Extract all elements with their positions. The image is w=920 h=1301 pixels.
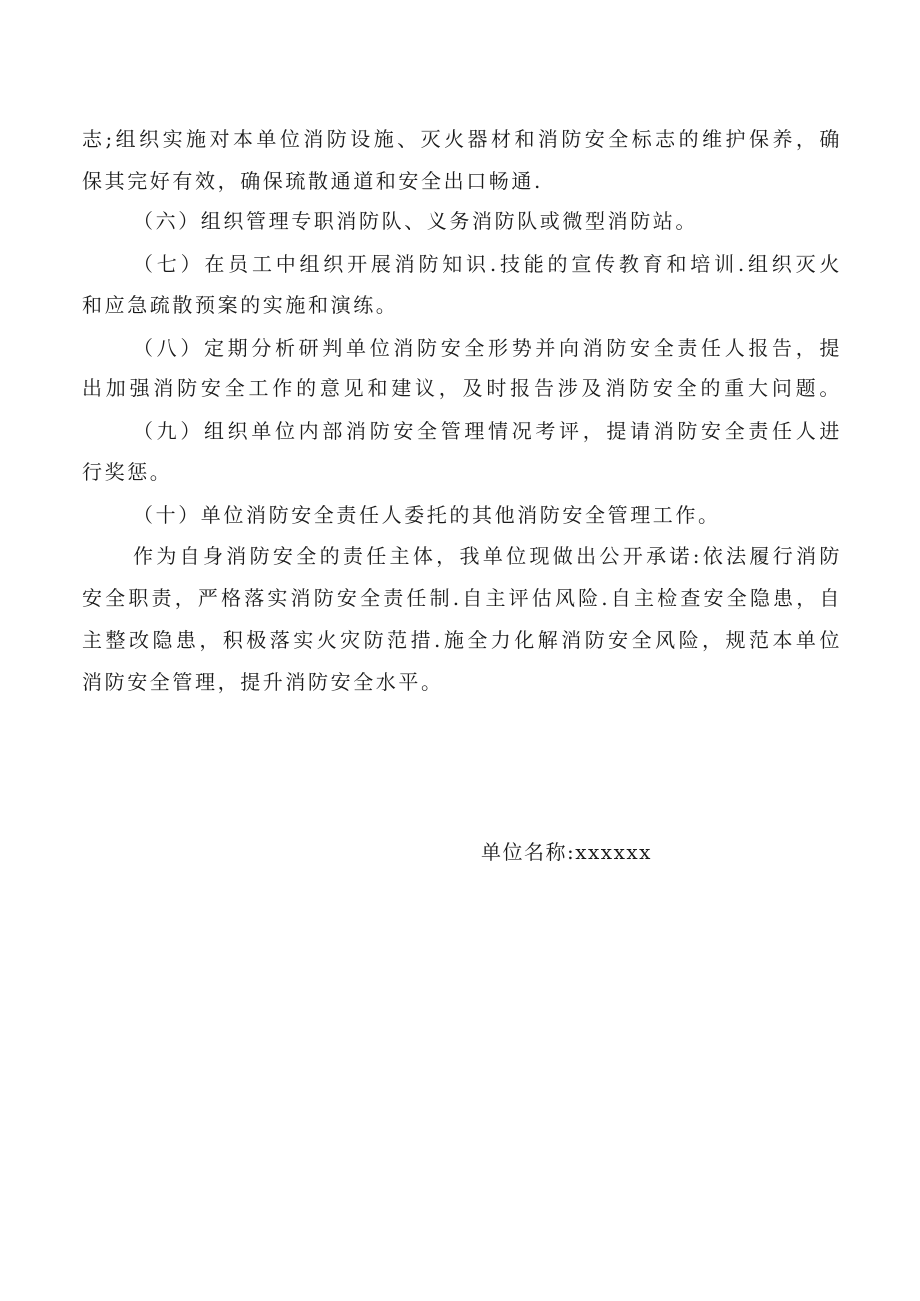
item-six-line: （六）组织管理专职消防队、义务消防队或微型消防站。 [133, 209, 698, 233]
commitment-line-2: 安全职责，严格落实消防安全责任制.自主评估风险.自主检查安全隐患，自 [82, 586, 842, 610]
commitment-line-3: 主整改隐患，积极落实火灾防范措.施全力化解消防安全风险，规范本单位 [82, 628, 842, 652]
item-seven-line-2: 和应急疏散预案的实施和演练。 [82, 293, 399, 317]
item-ten-line: （十）单位消防安全责任人委托的其他消防安全管理工作。 [133, 503, 721, 527]
item-seven-line-1: （七）在员工中组织开展消防知识.技能的宣传教育和培训.组织灭火 [133, 252, 842, 276]
commitment-line-4: 消防安全管理，提升消防安全水平。 [82, 670, 444, 694]
paragraph-line-1: 志;组织实施对本单位消防设施、灭火器材和消防安全标志的维护保养，确 [82, 127, 842, 151]
paragraph-line-2: 保其完好有效，确保琉散通道和安全出口畅通. [82, 169, 543, 193]
item-eight-line-1: （八）定期分析研判单位消防安全形势并向消防安全责任人报告，提 [133, 336, 842, 360]
unit-name-signature: 单位名称:xxxxxx [481, 840, 652, 864]
item-nine-line-1: （九）组织单位内部消防安全管理情况考评，提请消防安全责任人进 [133, 419, 842, 443]
item-eight-line-2: 出加强消防安全工作的意见和建议，及时报告涉及消防安全的重大问题。 [82, 376, 842, 400]
commitment-line-1: 作为自身消防安全的责任主体，我单位现做出公开承诺:依法履行消防 [133, 544, 842, 568]
item-nine-line-2: 行奖惩。 [82, 460, 173, 484]
